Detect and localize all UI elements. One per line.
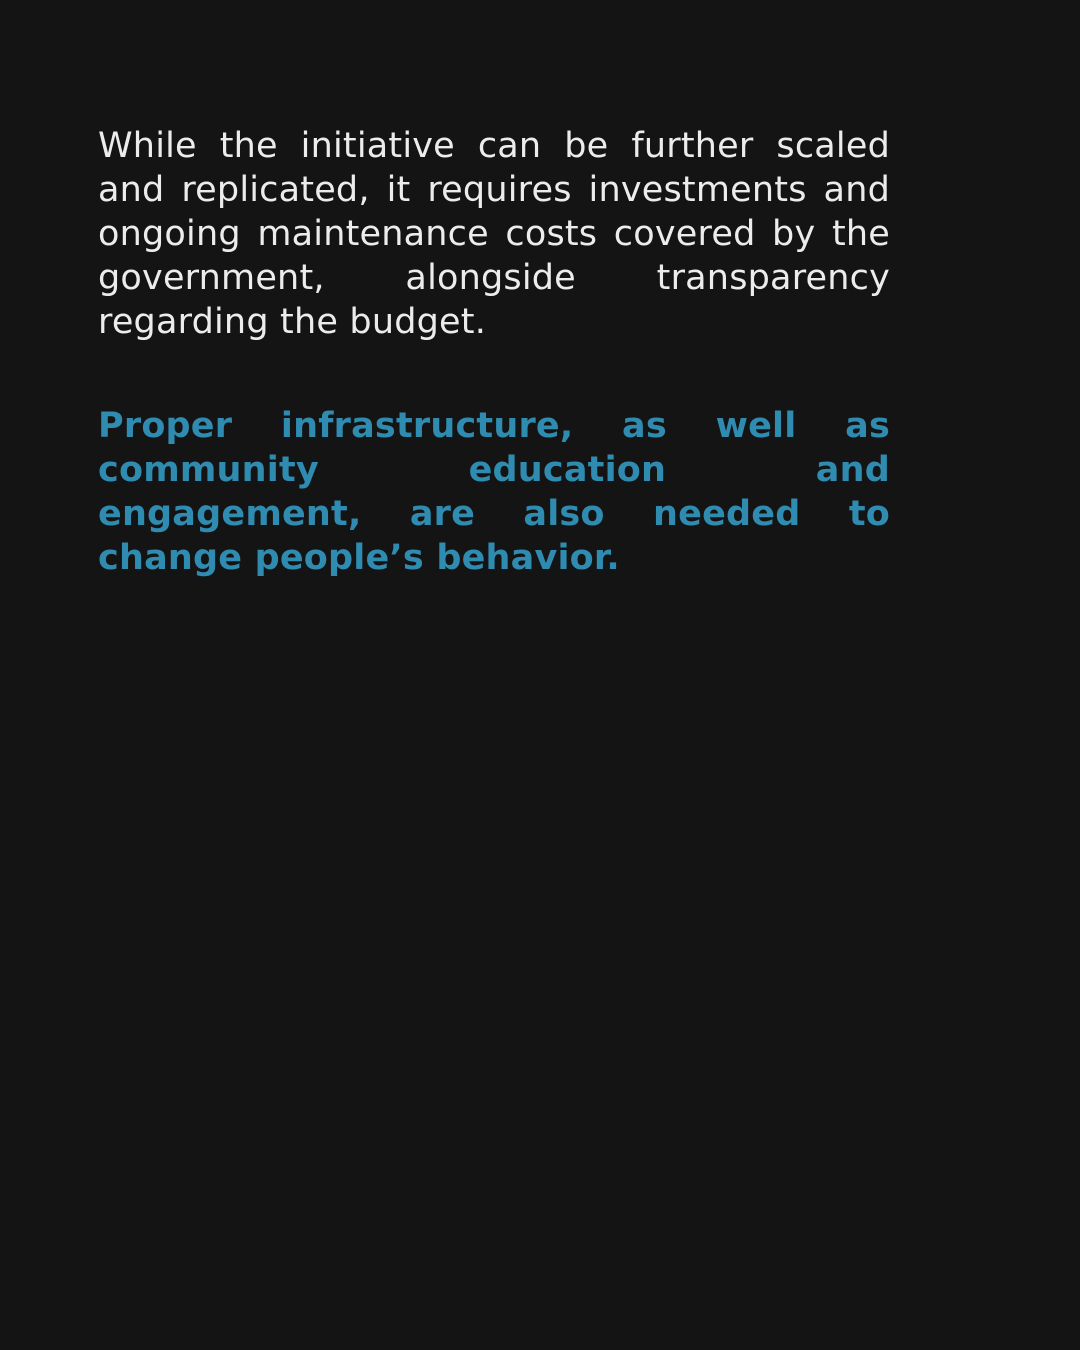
text-slide [98, 124, 890, 580]
highlight-paragraph: Proper infrastructure, as well as community education and engagement, are also needed to change people’s behavior. [98, 406, 890, 578]
body-paragraph: While the initiative can be further scaled and replicated, it requires investments and ongoing maintenance costs covered by the government, alongside transparency regarding the budget. [98, 126, 890, 342]
